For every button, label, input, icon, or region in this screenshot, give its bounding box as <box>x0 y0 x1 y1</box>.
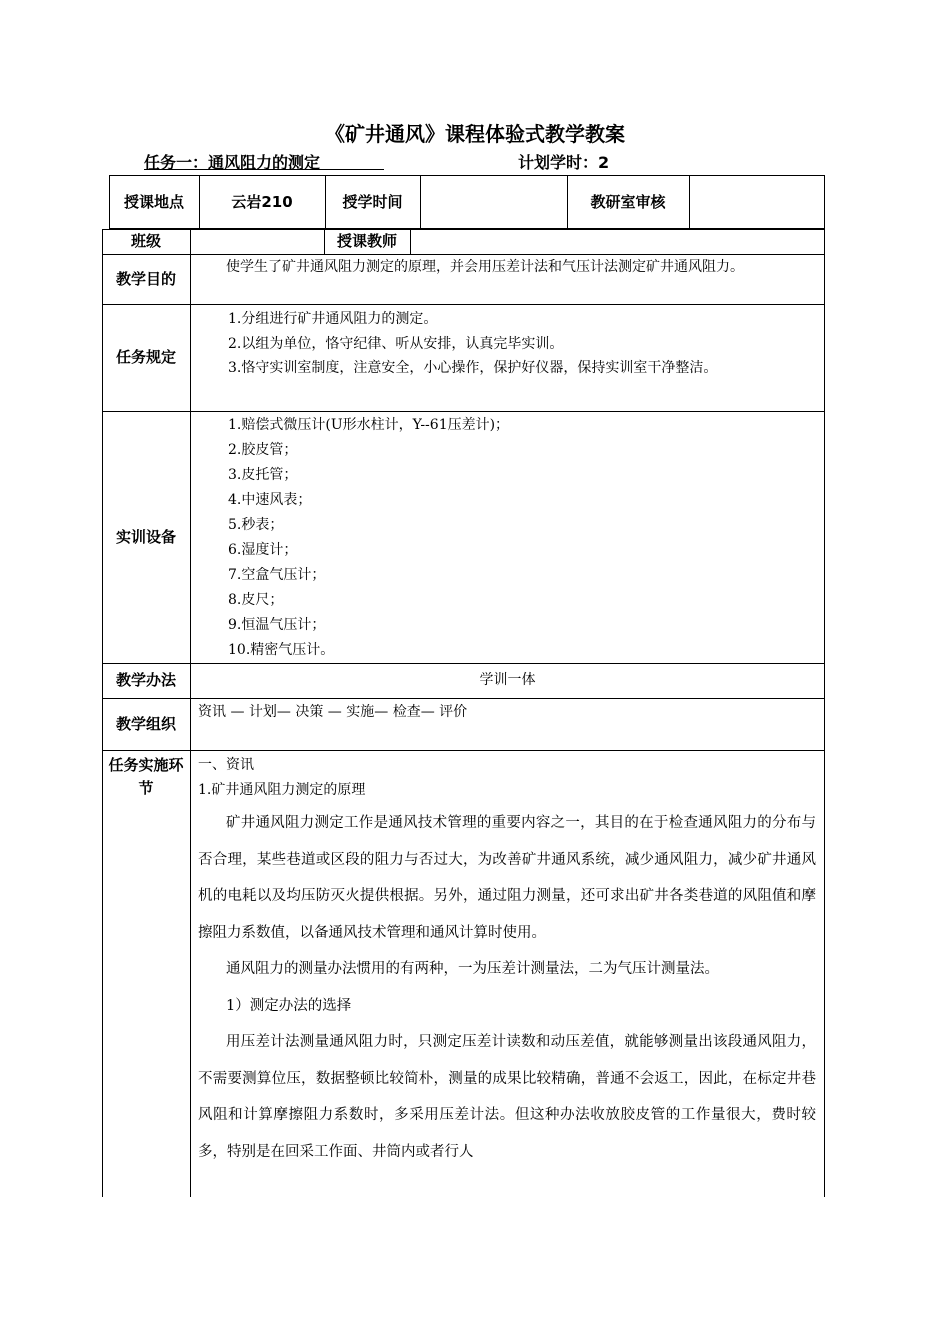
planned-hours: 计划学时：2 <box>518 153 610 172</box>
equipment-item: 2.胶皮管； <box>228 442 298 458</box>
class-label: 班级 <box>130 232 161 250</box>
implementation-label: 任务实施环节 <box>108 756 184 797</box>
subsection-heading: 1）测定办法的选择 <box>226 997 352 1014</box>
equipment-item: 6.湿度计； <box>228 542 298 558</box>
method-label: 教学办法 <box>115 671 176 689</box>
equipment-list <box>198 413 816 663</box>
organization-value: 资讯 — 计划— 决策 — 实施— 检查— 评价 <box>198 704 468 720</box>
review-label: 教研室审核 <box>590 192 666 211</box>
equipment-item: 5.秒表； <box>228 517 284 533</box>
review-value <box>689 175 825 229</box>
equipment-item: 1.赔偿式微压计(U形水柱计，Y--61压差计)； <box>228 417 510 433</box>
requirement-item: 3.恪守实训室制度，注意安全，小心操作，保护好仪器，保持实训室干净整洁。 <box>228 360 718 376</box>
organization-label: 教学组织 <box>115 714 176 733</box>
location-value: 云岩210 <box>231 192 293 211</box>
requirement-item: 1.分组进行矿井通风阻力的测定。 <box>228 311 438 327</box>
objective-text: 使学生了矿井通风阻力测定的原理，并会用压差计法和气压计法测定矿井通风阻力。 <box>226 259 744 275</box>
document-title: 《矿井通风》课程体验式教学教案 <box>325 122 625 146</box>
method-value: 学训一体 <box>479 672 536 688</box>
teacher-label: 授课教师 <box>336 232 397 250</box>
equipment-item: 9.恒温气压计； <box>228 617 326 633</box>
equipment-item: 7.空盒气压计； <box>228 567 326 583</box>
requirements-list <box>198 307 816 381</box>
equipment-label: 实训设备 <box>115 527 176 546</box>
subsection-heading: 1.矿井通风阻力测定的原理 <box>198 782 366 798</box>
section-heading: 一、资讯 <box>198 757 254 773</box>
task-name: 任务一：通风阻力的测定 <box>144 153 321 172</box>
objective-label: 教学目的 <box>115 269 176 288</box>
requirements-label: 任务规定 <box>115 348 176 366</box>
paragraph: 通风阻力的测量办法惯用的有两种，一为压差计测量法，二为气压计测量法。 <box>226 961 719 977</box>
paragraph: 用压差计法测量通风阻力时，只测定压差计读数和动压差值，就能够测量出该段通风阻力，不需要测算位压，数据整顿比较简朴，测量的成果比较精确，普通不会返工，因此，在标定井巷风阻和计算摩擦阻力系数时，多采用压差计法。但这种办法收放胶皮管的工作量很大，费时较多，特别是在回采工作面、井筒内或者行人 <box>198 1034 816 1160</box>
implementation-content <box>198 753 816 1170</box>
time-label: 授学时间 <box>342 192 403 211</box>
equipment-item: 8.皮尺； <box>228 592 284 608</box>
equipment-item: 3.皮托管； <box>228 467 298 483</box>
equipment-item: 4.中速风表； <box>228 492 312 508</box>
equipment-item: 10.精密气压计。 <box>228 642 335 658</box>
requirement-item: 2.以组为单位，恪守纪律、听从安排，认真完毕实训。 <box>228 335 564 352</box>
location-label: 授课地点 <box>123 192 184 211</box>
paragraph: 矿井通风阻力测定工作是通风技术管理的重要内容之一，其目的在于检查通风阻力的分布与否合理，某些巷道或区段的阻力与否过大，为改善矿井通风系统，减少通风阻力，减少矿井通风机的电耗以及均压防灭火提供根据。另外，通过阻力测量，还可求出矿井各类巷道的风阻值和摩擦阻力系数值，以备通风技术管理和通风计算时使用。 <box>198 815 816 941</box>
time-value <box>420 175 567 229</box>
